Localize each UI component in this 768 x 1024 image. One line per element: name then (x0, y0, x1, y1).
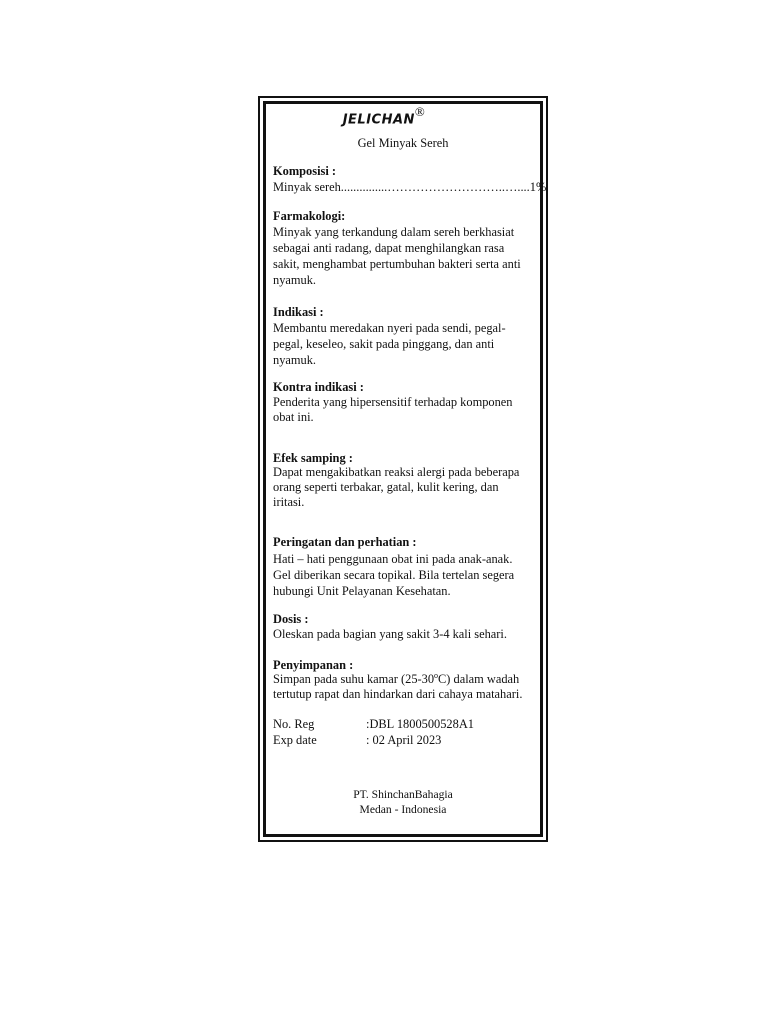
pharmacology-line-2: sebagai anti radang, dapat menghilangkan rasa (273, 241, 505, 255)
indication-line-3: nyamuk. (273, 353, 317, 367)
side-effects-heading: Efek samping : (273, 451, 353, 465)
side-effects-line-3: iritasi. (273, 495, 305, 509)
brand-name: JELICHAN (342, 112, 415, 128)
expiry-value: : 02 April 2023 (366, 733, 442, 747)
storage-line-1 (273, 671, 533, 687)
indication-line-1: Membantu meredakan nyeri pada sendi, pegal- (273, 321, 506, 335)
warnings-line-1: Hati – hati penggunaan obat ini pada anak-anak. (273, 552, 513, 566)
contraindication-line-2: obat ini. (273, 410, 314, 424)
dosage-heading: Dosis : (273, 612, 309, 626)
registration-value: :DBL 1800500528A1 (366, 717, 474, 731)
product-subtitle: Gel Minyak Sereh (357, 136, 449, 150)
pharmacology-line-4: nyamuk. (273, 273, 317, 287)
warnings-heading: Peringatan dan perhatian : (273, 535, 417, 549)
dosage-line: Oleskan pada bagian yang sakit 3-4 kali sehari. (273, 627, 507, 641)
contraindication-line-1: Penderita yang hipersensitif terhadap komponen (273, 395, 513, 409)
warnings-line-3: hubungi Unit Pelayanan Kesehatan. (273, 584, 451, 598)
storage-text-pre: Simpan pada suhu kamar (25-30 (273, 672, 435, 686)
brand-title (0, 104, 768, 130)
pharmacology-line-3: sakit, menghambat pertumbuhan bakteri serta anti (273, 257, 521, 271)
storage-heading: Penyimpanan : (273, 658, 354, 672)
indication-heading: Indikasi : (273, 305, 324, 319)
pharmacology-line-1: Minyak yang terkandung dalam sereh berkhasiat (273, 225, 515, 239)
storage-line-2: tertutup rapat dan hindarkan dari cahaya matahari. (273, 687, 523, 701)
degree-sup: o (434, 670, 439, 680)
composition-line: Minyak sereh...............………………………..…....1% (273, 180, 547, 194)
registration-label: No. Reg (273, 717, 315, 731)
storage-text-post: C) dalam wadah (438, 672, 520, 686)
composition-heading: Komposisi : (273, 164, 336, 178)
expiry-label: Exp date (273, 733, 317, 747)
indication-line-2: pegal, keseleo, sakit pada pinggang, dan anti (273, 337, 495, 351)
company-name: PT. ShinchanBahagia (353, 788, 453, 801)
warnings-line-2: Gel diberikan secara topikal. Bila tertelan segera (273, 568, 515, 582)
contraindication-heading: Kontra indikasi : (273, 380, 364, 394)
company-location: Medan - Indonesia (359, 803, 447, 816)
side-effects-line-2: orang seperti terbakar, gatal, kulit kering, dan (273, 480, 499, 494)
registered-mark: ® (414, 104, 426, 119)
pharmacology-heading: Farmakologi: (273, 209, 346, 223)
side-effects-line-1: Dapat mengakibatkan reaksi alergi pada beberapa (273, 465, 520, 479)
